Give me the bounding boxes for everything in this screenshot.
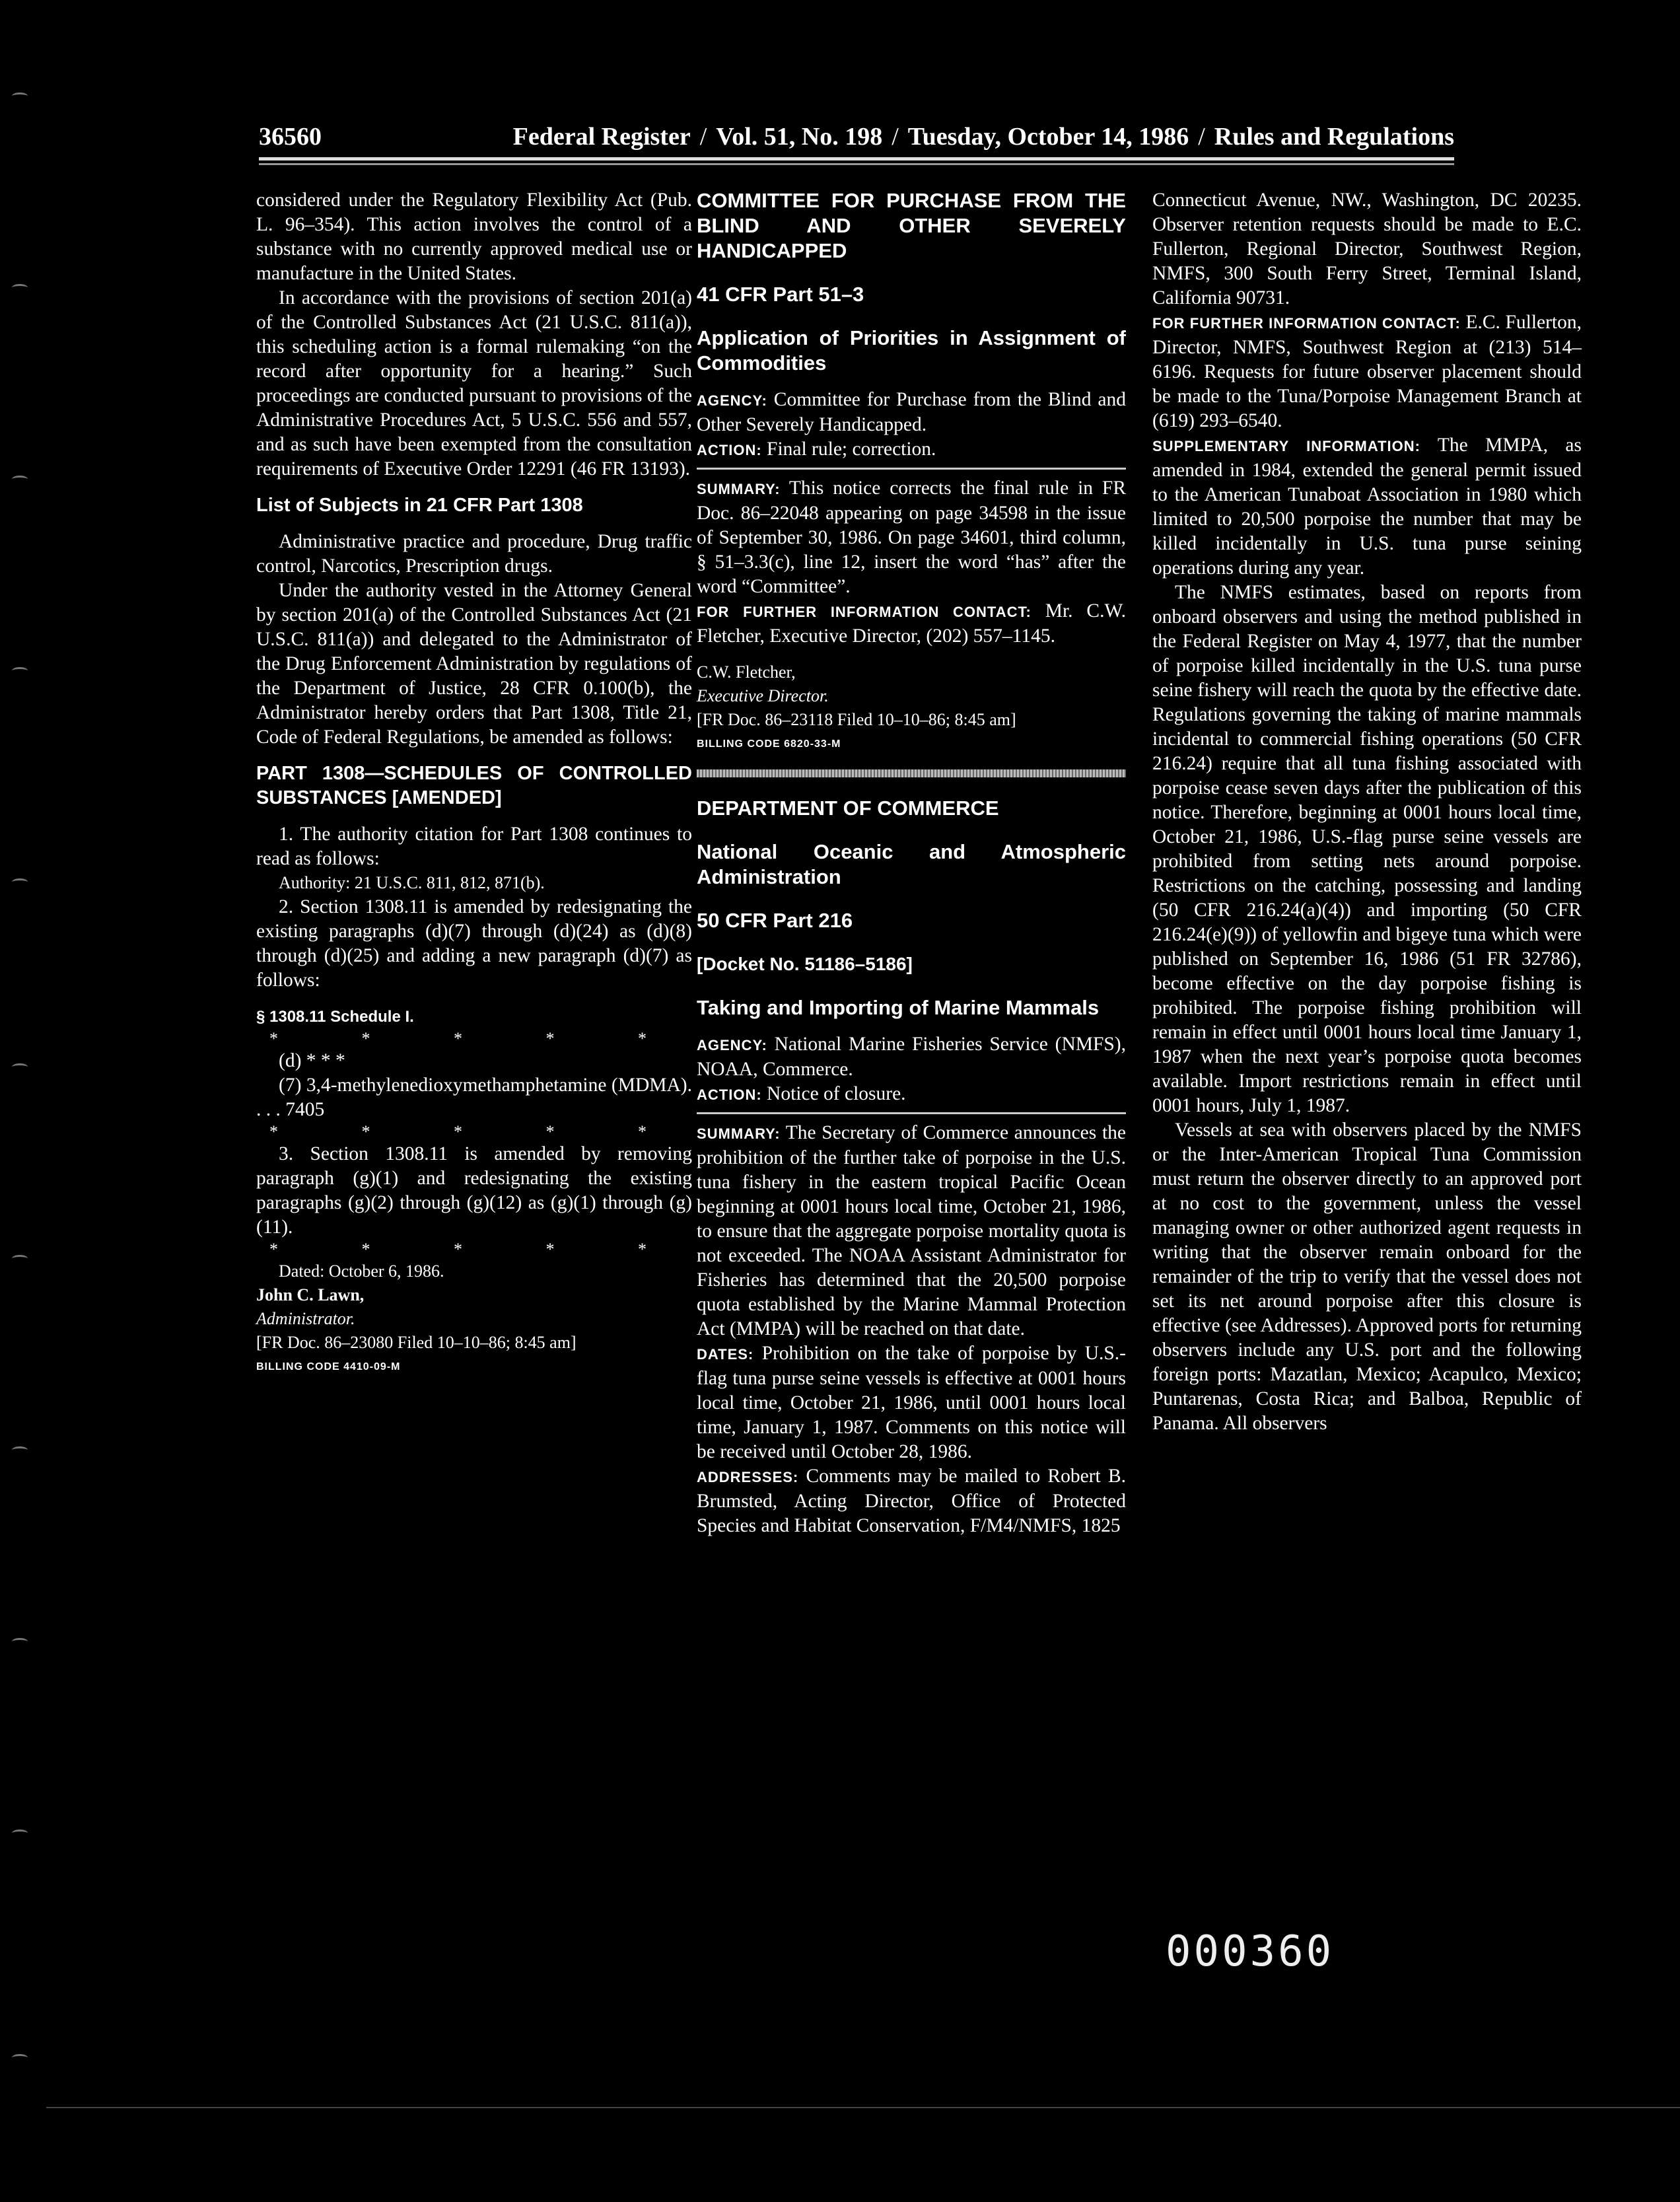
supplementary-label: SUPPLEMENTARY INFORMATION: <box>1152 438 1420 454</box>
paragraph: In accordance with the provisions of section 201(a) of the Controlled Substances Act (21 U.S.C. 811(a)), this scheduling action is a formal rulemaking “on the record after opportunity for a hearing.” Such proceedings are conducted pursuant to provisions of the Administrative Procedures Act, 5 U.S.C. 556 and 557, and as such have been exempted from the consultation requirements of Executive Order 12291 (46 FR 13193). <box>256 287 692 479</box>
summary-label: SUMMARY: <box>697 481 781 497</box>
signer-name: John C. Lawn, <box>256 1285 365 1304</box>
column-2 <box>697 188 1126 1538</box>
paragraph: Under the authority vested in the Attorney General by section 201(a) of the Controlled Substances Act (21 U.S.C. 811(a)) and delegated to the Administrator of the Drug Enforcement Administration by regulations of the Department of Justice, 28 CFR 0.100(b), the Administrator hereby orders that Part 1308, Title 21, Code of Federal Regulations, be amended as follows: <box>256 580 692 748</box>
paragraph: 3. Section 1308.11 is amended by removing paragraph (g)(1) and redesignating the existing paragraphs (g)(2) through (g)(12) as (g)(1) through (g)(11). <box>256 1143 692 1238</box>
paragraph: 2. Section 1308.11 is amended by redesignating the existing paragraphs (d)(7) through (d)(24) as (d)(8) through (d)(25) and adding a new paragraph (d)(7) as follows: <box>256 896 692 991</box>
authority-citation: Authority: 21 U.S.C. 811, 812, 871(b). <box>279 873 545 892</box>
paragraph: Administrative practice and procedure, Drug traffic control, Narcotics, Prescription drugs. <box>256 531 692 577</box>
column-1 <box>256 188 692 1379</box>
subjects-heading: List of Subjects in 21 CFR Part 1308 <box>256 495 583 516</box>
section-divider <box>697 769 1126 777</box>
agency-label: AGENCY: <box>697 1037 767 1053</box>
contact-label: FOR FURTHER INFORMATION CONTACT: <box>1152 315 1461 332</box>
action-label: ACTION: <box>697 1086 762 1103</box>
signer-name: C.W. Fletcher, <box>697 662 796 682</box>
divider <box>697 1112 1126 1114</box>
publication-name: Federal Register <box>512 123 691 151</box>
paragraph: Connecticut Avenue, NW., Washington, DC 20235. Observer retention requests should be made to E.C. Fullerton, Regional Director, Southwest Region, NMFS, 300 South Ferry Street, Terminal Island, California 90731. <box>1152 190 1582 308</box>
cfr-part: 50 CFR Part 216 <box>697 909 853 932</box>
agency-text: National Marine Fisheries Service (NMFS), NOAA, Commerce. <box>697 1034 1126 1080</box>
billing-code: BILLING CODE 6820-33-M <box>697 738 841 750</box>
cfr-part: 41 CFR Part 51–3 <box>697 283 864 306</box>
rule-title: Application of Priorities in Assignment of Commodities <box>697 326 1126 374</box>
contact-label: FOR FURTHER INFORMATION CONTACT: <box>697 604 1032 620</box>
action-text: Final rule; correction. <box>767 439 936 460</box>
summary-label: SUMMARY: <box>697 1125 781 1142</box>
ellipsis-stars: * * * * * <box>269 1029 686 1048</box>
agency-label: AGENCY: <box>697 392 767 409</box>
section-name: Rules and Regulations <box>1214 123 1454 151</box>
column-3 <box>1152 188 1582 1436</box>
volume: Vol. 51, No. 198 <box>716 123 883 151</box>
department-heading: DEPARTMENT OF COMMERCE <box>697 797 999 820</box>
page-number: 36560 <box>259 123 322 151</box>
ellipsis-stars: * * * * * <box>269 1122 686 1141</box>
header-rule-secondary <box>259 163 1454 165</box>
dates-label: DATES: <box>697 1346 754 1363</box>
scan-bottom-edge <box>46 2107 1680 2108</box>
action-text: Notice of closure. <box>767 1083 906 1104</box>
signer-title: Executive Director. <box>697 686 829 705</box>
header-rule <box>259 157 1454 160</box>
billing-code: BILLING CODE 4410-09-M <box>256 1361 401 1372</box>
document-stamp-number: 000360 <box>1166 1927 1335 1976</box>
addresses-text: Comments may be mailed to Robert B. Brumsted, Acting Director, Office of Protected Species and Habitat Conservation, F/M4/NMFS, 1825 <box>697 1466 1126 1536</box>
summary-text: The Secretary of Commerce announces the prohibition of the further take of porpoise in the U.S. tuna fishery in the eastern tropical Pacific Ocean beginning at 0001 hours local time, October 21, 1986, to ensure that the aggregate porpoise mortality quota is not exceeded. The NOAA Assistant Administrator for Fisheries has determined that the 20,500 porpoise quota established by the Marine Mammal Protection Act (MMPA) will be reached on that date. <box>697 1122 1126 1339</box>
sub-agency-heading: National Oceanic and Atmospheric Administration <box>697 840 1126 888</box>
divider <box>697 468 1126 470</box>
supplementary-text: The MMPA, as amended in 1984, extended the general permit issued to the American Tunaboat Association in 1980 which limited to 20,500 porpoise the number that may be killed incidentally in U.S. tuna purse seining operations during any year. <box>1152 435 1582 579</box>
paragraph: considered under the Regulatory Flexibility Act (Pub. L. 96–354). This action involves the control of a substance with no currently approved medical use or manufacture in the United States. <box>256 190 692 284</box>
paragraph: Vessels at sea with observers placed by the NMFS or the Inter-American Tropical Tuna Commission must return the observer directly to an approved port at no cost to the government, unless the vessel managing owner or other authorized agent requests in writing that the observer remain onboard for the remainder of the trip to verify that the vessel does not set its net around porpoise after this closure is effective (see Addresses). Approved ports for returning observers include any U.S. port and the following foreign ports: Mazatlan, Mexico; Acapulco, Mexico; Puntarenas, Costa Rica; and Balboa, Republic of Panama. All observers <box>1152 1119 1582 1434</box>
dates-text: Prohibition on the take of porpoise by U.S.-flag tuna purse seine vessels is effective at 0001 hours local time, October 21, 1986, until 0001 hours local time, January 1, 1987. Comments on this notice will be received until October 28, 1986. <box>697 1343 1127 1462</box>
summary-text: This notice corrects the final rule in FR Doc. 86–22048 appearing on page 34598 in the issue of September 30, 1986. On page 34601, third column, § 51–3.3(c), line 12, insert the word “has” after the word “Committee”. <box>697 478 1126 597</box>
scan-edge-marks <box>7 0 33 2202</box>
contact-text: Mr. C.W. Fletcher, Executive Director, (202) 557–1145. <box>697 600 1126 647</box>
fr-doc-line: [FR Doc. 86–23118 Filed 10–10–86; 8:45 am] <box>697 710 1016 729</box>
paragraph: The NMFS estimates, based on reports from onboard observers and using the method published in the Federal Register on May 4, 1977, that the number of porpoise killed incidentally in the U.S. tuna purse seine fishery will reach the quota by the effective date. Regulations governing the taking of marine mammals incidental to commercial fishing operations (50 CFR 216.24) require that all tuna fishing associated with porpoise cease seven days after the publication of this notice. Therefore, beginning at 0001 hours local time, October 21, 1986, U.S.-flag purse seine vessels are prohibited from setting nets around porpoise. Restrictions on the catching, possessing and landing (50 CFR 216.24(a)(4)) and importing (50 CFR 216.24(e)(9)) of yellowfin and bigeye tuna which were published on September 16, 1986 (51 FR 32786), become effective on the day porpoise fishing is prohibited. The porpoise fishing prohibition will remain in effect until 0001 hours local time January 1, 1987 when the next year’s porpoise quota becomes available. Import restrictions remain in effect until 0001 hours, July 1, 1987. <box>1152 582 1582 1116</box>
addresses-label: ADDRESSES: <box>697 1469 799 1485</box>
section-heading: § 1308.11 Schedule I. <box>256 1008 414 1026</box>
action-label: ACTION: <box>697 442 762 458</box>
paragraph: (d) * * * <box>279 1050 345 1071</box>
fr-doc-line: [FR Doc. 86–23080 Filed 10–10–86; 8:45 am] <box>256 1333 577 1352</box>
signer-title: Administrator. <box>256 1309 355 1328</box>
contact-text: E.C. Fullerton, Director, NMFS, Southwest Region at (213) 514–6196. Requests for future observer placement should be made to the Tuna/Porpoise Management Branch at (619) 293–6540. <box>1152 312 1582 431</box>
part-heading: PART 1308—SCHEDULES OF CONTROLLED SUBSTANCES [AMENDED] <box>256 763 692 808</box>
agency-text: Committee for Purchase from the Blind and Other Severely Handicapped. <box>697 389 1127 435</box>
issue-date: Tuesday, October 14, 1986 <box>907 123 1189 151</box>
ellipsis-stars: * * * * * <box>269 1240 686 1259</box>
agency-heading: COMMITTEE FOR PURCHASE FROM THE BLIND AND OTHER SEVERELY HANDICAPPED <box>697 189 1126 262</box>
dated-line: Dated: October 6, 1986. <box>279 1261 444 1281</box>
docket-number: [Docket No. 51186–5186] <box>697 954 913 974</box>
paragraph: 1. The authority citation for Part 1308 continues to read as follows: <box>256 824 692 869</box>
paragraph: (7) 3,4-methylenedioxymethamphetamine (MDMA). . . . 7405 <box>256 1075 692 1120</box>
page-header: 36560 Federal Register / Vol. 51, No. 198 / Tuesday, October 14, 1986 / Rules and Regulations <box>259 123 1454 151</box>
rule-title: Taking and Importing of Marine Mammals <box>697 996 1100 1019</box>
